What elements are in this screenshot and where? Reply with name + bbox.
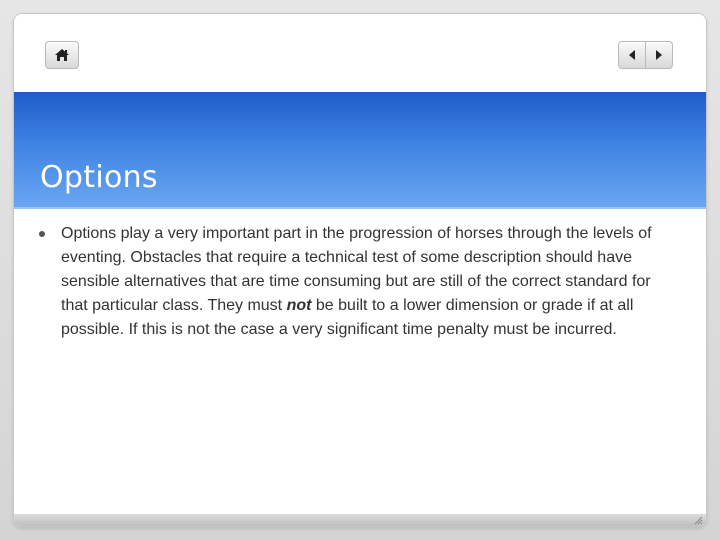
- bullet-text: [61, 222, 676, 342]
- bullet-item: [36, 222, 676, 342]
- body-emphasis: not: [286, 297, 312, 314]
- slide: [14, 14, 706, 526]
- next-slide-button[interactable]: [645, 41, 673, 69]
- left-arrow-icon: [627, 49, 637, 61]
- navigation-bar: [14, 14, 706, 92]
- home-icon: [54, 48, 70, 62]
- body-text-part-2: be built to a lower dimension or grade if at all possible. If this is not the case a very significant time penalty must be incurred.: [61, 297, 634, 338]
- right-arrow-icon: [654, 49, 664, 61]
- slide-footer-bar: [14, 514, 706, 526]
- previous-slide-button[interactable]: [618, 41, 646, 69]
- resize-grip-icon[interactable]: [693, 515, 703, 525]
- slide-body: [36, 222, 676, 342]
- body-text-part-1: Options play a very important part in the progression of horses through the levels of eventing. Obstacles that require a technical test of some description should have sensible alternatives that are time consuming but are still of the correct standard for that particular class. They must: [61, 225, 652, 314]
- bullet-icon: [39, 231, 45, 237]
- home-button[interactable]: [45, 41, 79, 69]
- slide-title: Options: [40, 160, 158, 195]
